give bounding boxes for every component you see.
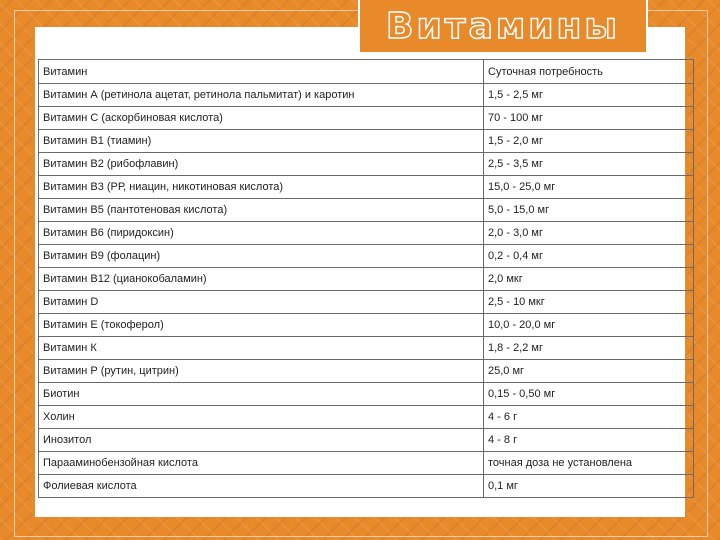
table-row <box>39 107 694 130</box>
vitamin-name-cell: Витамин В2 (рибофлавин) <box>39 153 484 176</box>
vitamin-name-cell: Холин <box>39 406 484 429</box>
vitamin-name-cell: Витамин В5 (пантотеновая кислота) <box>39 199 484 222</box>
vitamins-table <box>38 59 694 498</box>
table-row <box>39 360 694 383</box>
daily-need-cell: 0,2 - 0,4 мг <box>484 245 694 268</box>
daily-need-cell: 1,5 - 2,5 мг <box>484 84 694 107</box>
vitamin-name-cell: Витамин В3 (РР, ниацин, никотиновая кислота) <box>39 176 484 199</box>
daily-need-cell: 0,1 мг <box>484 475 694 498</box>
daily-need-cell: 2,5 - 3,5 мг <box>484 153 694 176</box>
vitamin-name-cell: Витамин В6 (пиридоксин) <box>39 222 484 245</box>
daily-need-cell: 1,5 - 2,0 мг <box>484 130 694 153</box>
daily-need-cell: 4 - 6 г <box>484 406 694 429</box>
table-header-row <box>39 60 694 84</box>
title-box <box>358 0 648 54</box>
daily-need-cell: 4 - 8 г <box>484 429 694 452</box>
daily-need-cell: 1,8 - 2,2 мг <box>484 337 694 360</box>
daily-need-cell: 2,0 - 3,0 мг <box>484 222 694 245</box>
table-row <box>39 153 694 176</box>
table-row <box>39 130 694 153</box>
table-row <box>39 199 694 222</box>
vitamin-name-cell: Биотин <box>39 383 484 406</box>
vitamin-name-cell: Витамин В1 (тиамин) <box>39 130 484 153</box>
daily-need-cell: 25,0 мг <box>484 360 694 383</box>
table-row <box>39 383 694 406</box>
table-row <box>39 429 694 452</box>
table-row <box>39 245 694 268</box>
daily-need-cell: 10,0 - 20,0 мг <box>484 314 694 337</box>
header-daily-need: Суточная потребность <box>484 60 694 84</box>
table-row <box>39 84 694 107</box>
vitamin-name-cell: Витамин Р (рутин, цитрин) <box>39 360 484 383</box>
daily-need-cell: 0,15 - 0,50 мг <box>484 383 694 406</box>
daily-need-cell: 5,0 - 15,0 мг <box>484 199 694 222</box>
daily-need-cell: 2,5 - 10 мкг <box>484 291 694 314</box>
vitamin-name-cell: Витамин В9 (фолацин) <box>39 245 484 268</box>
vitamin-name-cell: Витамин С (аскорбиновая кислота) <box>39 107 484 130</box>
table-row <box>39 475 694 498</box>
vitamin-name-cell: Витамин В12 (цианокобаламин) <box>39 268 484 291</box>
header-vitamin: Витамин <box>39 60 484 84</box>
table-row <box>39 222 694 245</box>
daily-need-cell: точная доза не установлена <box>484 452 694 475</box>
vitamin-name-cell: Фолиевая кислота <box>39 475 484 498</box>
daily-need-cell: 2,0 мкг <box>484 268 694 291</box>
vitamin-name-cell: Витамин Е (токоферол) <box>39 314 484 337</box>
table-row <box>39 452 694 475</box>
vitamin-name-cell: Витамин D <box>39 291 484 314</box>
slide-title: Витамины <box>386 5 620 47</box>
daily-need-cell: 15,0 - 25,0 мг <box>484 176 694 199</box>
vitamin-name-cell: Витамин А (ретинола ацетат, ретинола пальмитат) и каротин <box>39 84 484 107</box>
vitamin-name-cell: Парааминобензойная кислота <box>39 452 484 475</box>
vitamin-name-cell: Инозитол <box>39 429 484 452</box>
daily-need-cell: 70 - 100 мг <box>484 107 694 130</box>
table-row <box>39 176 694 199</box>
table-row <box>39 268 694 291</box>
table-row <box>39 406 694 429</box>
table-row <box>39 314 694 337</box>
vitamin-name-cell: Витамин К <box>39 337 484 360</box>
table-row <box>39 337 694 360</box>
table-row <box>39 291 694 314</box>
